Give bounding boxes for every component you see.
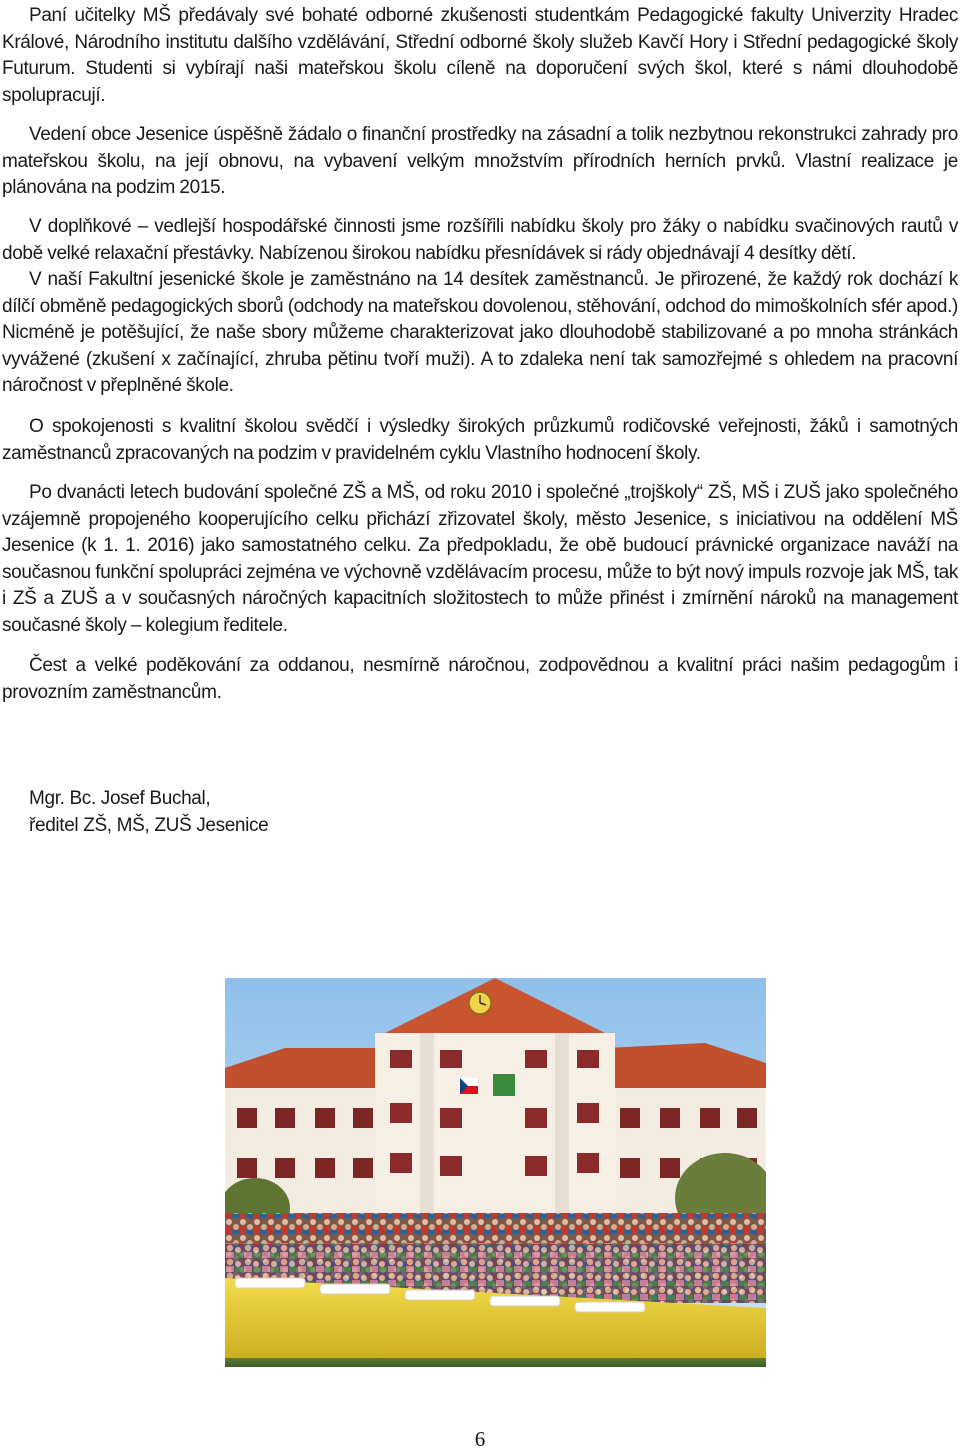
paragraph-thanks: Čest a velké poděkování za oddanou, nesmírně náročnou, zodpovědnou a kvalitní práci našim pedagogům i provozním zaměstnancům. (2, 655, 958, 703)
paragraph-separation: Po dvanácti letech budování společné ZŠ a MŠ, od roku 2010 i společné „trojškoly“ ZŠ, MŠ i ZUŠ jako společného vzájemně propojeného kooperujícího celku přichází zřizovatel školy, město Jesenice, s iniciativou na oddělení MŠ Jesenice (k 1. 1. 2016) jako samostatného celku. Za předpokladu, že obě budoucí právnické organizace naváží na současnou funkční spolupráci zejména ve výchovně vzdělávacím procesu, může to být nový impuls rozvoje jak MŠ, tak i ZŠ a ZUŠ a v současných náročných kapacitních složitostech to může přinést i zmírnění nároků na management současné školy – kolegium ředitele. (2, 482, 958, 636)
signature-name: Mgr. Bc. Josef Buchal, (29, 788, 211, 809)
paragraph-garden: Vedení obce Jesenice úspěšně žádalo o finanční prostředky na zásadní a tolik nezbytnou rekonstrukci zahrady pro mateřskou školu, na její obnovu, na vybavení velkým množstvím přírodních herních prvků. Vlastní realizace je plánována na podzim 2015. (2, 124, 958, 198)
paragraph-snacks: V doplňkové – vedlejší hospodářské činnosti jsme rozšířili nabídku školy pro žáky o nabídku svačinových rautů v době velké relaxační přestávky. Nabízenou širokou nabídku přesnídávek si rády objednávají 4 desítky dětí. (2, 216, 958, 264)
school-photo (225, 978, 766, 1367)
paragraph-satisfaction: O spokojenosti s kvalitní školou svědčí i výsledky širokých průzkumů rodičovské veřejnosti, žáků i samotných zaměstnanců zpracovaných na podzim v pravidelném cyklu Vlastního hodnocení školy. (2, 416, 958, 464)
paragraph-staff: V naší Fakultní jesenické škole je zaměstnáno na 14 desítek zaměstnanců. Je přirozené, že každý rok dochází k dílčí obměně pedagogických sborů (odchody na mateřskou dovolenou, stěhování, odchod do mimoškolních sfér apod.) Nicméně je potěšující, že naše sbory můžeme charakterizovat jako dlouhodobě stabilizované a po mnoha stránkách vyvážené (zkušení x začínající, zhruba pětinu tvoří muži). A to zdaleka není tak samozřejmé s ohledem na pracovní náročnost v přeplněné škole. (2, 269, 958, 396)
page-number: 6 (474, 1427, 486, 1451)
paragraph-practice: Paní učitelky MŠ předávaly své bohaté odborné zkušenosti studentkám Pedagogické fakulty Univerzity Hradec Králové, Národního institutu dalšího vzdělávání, Střední odborné školy služeb Kavčí Hory i Střední pedagogické školy Futurum. Studenti si vybírají naši mateřskou školu cíleně na doporučení svých škol, které s námi dlouhodobě spolupracují. (2, 5, 958, 106)
signature-title: ředitel ZŠ, MŠ, ZUŠ Jesenice (29, 814, 269, 836)
signature-block (29, 786, 268, 839)
